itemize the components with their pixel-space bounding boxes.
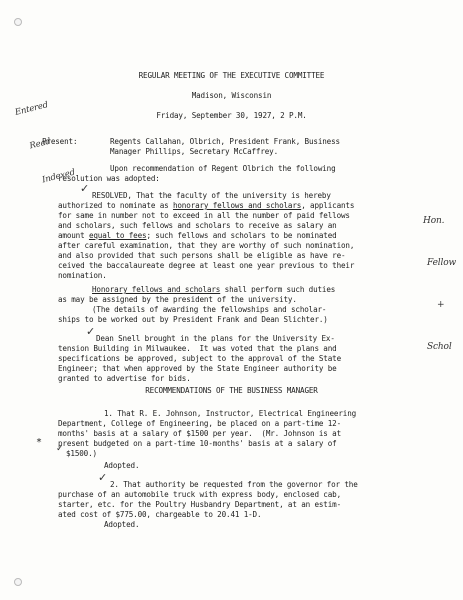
check-mark-icon: ✓ <box>56 444 64 454</box>
check-mark-icon: ✓ <box>80 182 90 195</box>
item-line: 1. That R. E. Johnson, Instructor, Electrical Engineering <box>104 409 357 418</box>
meeting-place: Madison, Wisconsin <box>191 91 272 100</box>
intro-line: resolution was adopted: <box>58 174 160 183</box>
resolution-line: ceived the baccalaureate degree at least one year previous to their <box>58 261 355 270</box>
item-line: months' basis at a salary of $1500 per year. (Mr. Johnson is at <box>58 429 341 438</box>
extension-line: granted to advertise for bids. <box>58 374 191 383</box>
present-line: Regents Callahan, Olbrich, President Frank, Business <box>110 137 340 146</box>
extension-line: Engineer; that when approved by the State Engineer authority be <box>58 364 337 373</box>
item-line: present budgeted on a part-time 10-months' basis at a salary of <box>58 439 337 448</box>
meeting-title: REGULAR MEETING OF THE EXECUTIVE COMMITTEE <box>138 71 325 80</box>
resolution-line: Honorary fellows and scholars shall perform such duties <box>92 285 336 294</box>
item-line: ated cost of $775.00, chargeable to 20.41 1-D. <box>58 510 262 519</box>
punch-hole <box>14 18 22 26</box>
resolution-line: as may be assigned by the president of the university. <box>58 295 297 304</box>
present-line: Manager Phillips, Secretary McCaffrey. <box>110 147 279 156</box>
adopted-label: Adopted. <box>104 461 140 470</box>
item-line: purchase of an automobile truck with express body, enclosed cab, <box>58 490 341 499</box>
resolution-line: ships to be worked out by President Frank and Dean Slichter.) <box>58 315 328 324</box>
margin-note-right: Hon. Fellow + Schol <box>423 216 457 352</box>
adopted-label: Adopted. <box>104 520 140 529</box>
extension-line: specifications be approved, subject to the approval of the State <box>58 354 341 363</box>
section-heading: RECOMMENDATIONS OF THE BUSINESS MANAGER <box>145 386 318 395</box>
extension-line: tension Building in Milwaukee. It was voted that the plans and <box>58 344 337 353</box>
item-line: Department, College of Engineering, be placed on a part-time 12- <box>58 419 341 428</box>
asterisk-mark: * <box>36 437 42 448</box>
resolution-line: after careful examination, that they are worthy of such nomination, <box>58 241 355 250</box>
item-line: starter, etc. for the Poultry Husbandry Department, at an estim- <box>58 500 341 509</box>
resolution-line: and scholars, such fellows and scholars to receive as salary an <box>58 221 337 230</box>
punch-hole <box>14 578 22 586</box>
resolution-line: amount equal to fees; such fellows and scholars to be nominated <box>58 231 337 240</box>
resolution-line: (The details of awarding the fellowships and scholar- <box>92 305 327 314</box>
check-mark-icon: ✓ <box>86 325 96 338</box>
resolution-line: nomination. <box>58 271 107 280</box>
resolution-line: for same in number not to exceed in all the number of paid fellows <box>58 211 350 220</box>
margin-note-left: Entered Read Indexed <box>14 100 77 186</box>
item-line: 2. That authority be requested from the governor for the <box>110 480 358 489</box>
resolution-line: authorized to nominate as honorary fellows and scholars, applicants <box>58 201 355 210</box>
item-line: $1500.) <box>66 449 97 458</box>
intro-line: Upon recommendation of Regent Olbrich the following <box>110 164 336 173</box>
present-label: Present: <box>42 137 78 146</box>
meeting-date: Friday, September 30, 1927, 2 P.M. <box>156 111 307 120</box>
extension-line: Dean Snell brought in the plans for the University Ex- <box>96 334 335 343</box>
check-mark-icon: ✓ <box>98 471 108 484</box>
resolution-line: RESOLVED, That the faculty of the university is hereby <box>92 191 331 200</box>
resolution-line: and also provided that such persons shall be eligible as have re- <box>58 251 346 260</box>
